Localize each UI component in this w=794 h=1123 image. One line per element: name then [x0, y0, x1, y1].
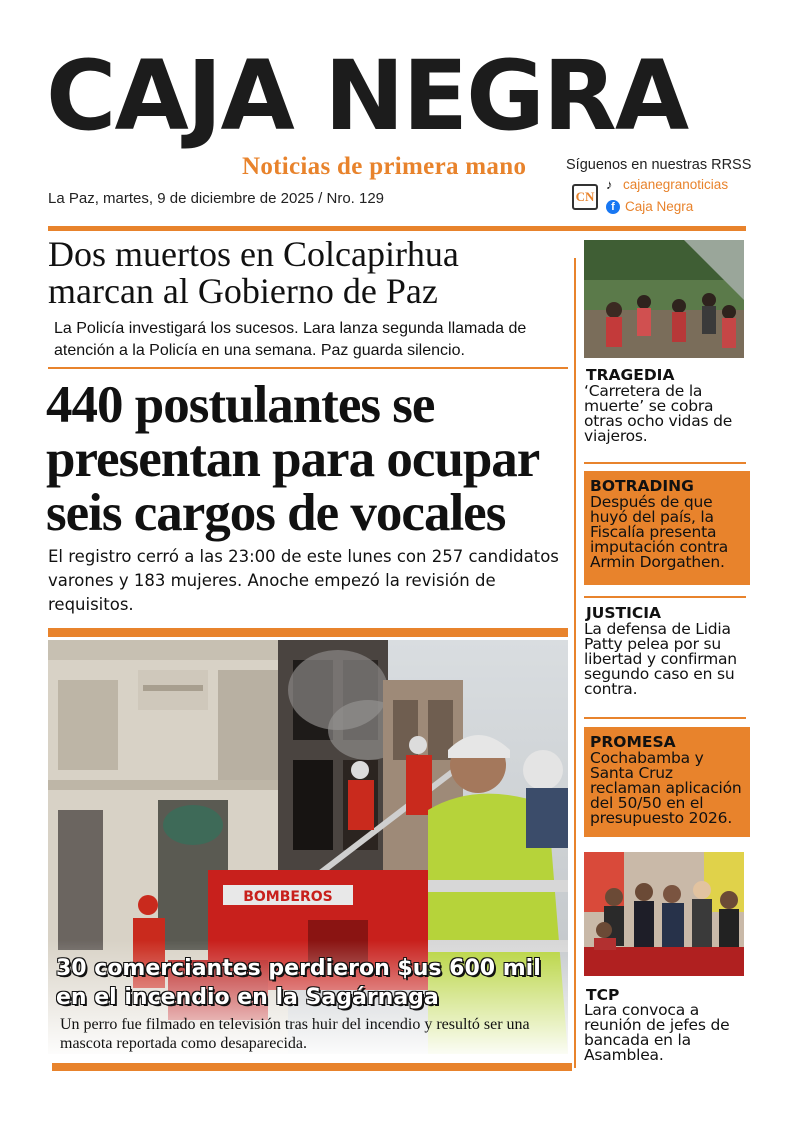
sidebar-divider	[584, 596, 746, 598]
tiktok-icon: ♪	[606, 176, 613, 192]
photo-top-bar	[48, 628, 568, 637]
social-title: Síguenos en nuestras RRSS	[566, 157, 752, 173]
column-divider	[574, 258, 576, 1068]
sidebar-box-botrading[interactable]	[584, 471, 750, 585]
tiktok-link[interactable]	[606, 177, 728, 192]
tragedia-photo[interactable]	[584, 240, 744, 358]
sidebar-text-tcp[interactable]: Lara convoca a reunión de jefes de bancada en la Asamblea.	[584, 1001, 730, 1064]
sidebar-text-botrading: Después de que huyó del país, la Fiscalía presenta imputación contra Armin Dorgathen.	[590, 493, 729, 571]
tcp-photo[interactable]	[584, 852, 744, 976]
sidebar-label-promesa: PROMESA	[590, 733, 676, 751]
facebook-link[interactable]	[606, 199, 693, 214]
facebook-icon: f	[606, 200, 620, 214]
dateline: La Paz, martes, 9 de diciembre de 2025 / Nro. 129	[48, 190, 385, 207]
facebook-handle: Caja Negra	[625, 199, 694, 214]
lead-story-headline[interactable]: 440 postulantes se presentan para ocupar seis cargos de vocales	[46, 376, 539, 542]
meeting-illustration	[584, 852, 744, 976]
lead-story-summary: El registro cerró a las 23:00 de este lunes con 257 candidatos varones y 183 mujeres. Anoche empezó la revisión de requisitos.	[48, 547, 559, 614]
social-block	[566, 157, 766, 214]
photo-story-summary: Un perro fue filmado en televisión tras huir del incendio y resultó ser una mascota reportada como desaparecida.	[60, 1016, 530, 1052]
road-rescue-illustration	[584, 240, 744, 358]
cn-logo: CN	[572, 184, 598, 210]
top-story-headline[interactable]: Dos muertos en Colcapirhua marcan al Gobierno de Paz	[48, 234, 459, 311]
sidebar-box-promesa[interactable]	[584, 727, 750, 837]
tiktok-handle: cajanegranoticias	[623, 177, 729, 192]
story-divider	[48, 367, 568, 369]
sidebar-label-tragedia: TRAGEDIA	[586, 366, 675, 384]
sidebar-text-justicia[interactable]: La defensa de Lidia Patty pelea por su libertad y confirman segundo caso en su contra.	[584, 620, 737, 698]
header-divider	[48, 226, 746, 231]
photo-story-headline[interactable]: 30 comerciantes perdieron $us 600 mil en el incendio en la Sagárnaga	[56, 956, 541, 1010]
truck-label: BOMBEROS	[243, 889, 333, 905]
sidebar-label-justicia: JUSTICIA	[586, 604, 661, 622]
masthead-title: CAJA NEGRA	[46, 40, 688, 152]
sidebar-label-botrading: BOTRADING	[590, 477, 694, 495]
photo-bottom-bar	[52, 1063, 572, 1071]
sidebar-label-tcp: TCP	[586, 986, 620, 1004]
sidebar-divider	[584, 462, 746, 464]
top-story-summary: La Policía investigará los sucesos. Lara lanza segunda llamada de atención a la Policía en una semana. Paz guarda silencio.	[54, 320, 527, 359]
sidebar-text-tragedia[interactable]: ‘Carretera de la muerte’ se cobra otras ocho vidas de viajeros.	[584, 382, 733, 445]
sidebar-divider	[584, 717, 746, 719]
sidebar-text-promesa: Cochabamba y Santa Cruz reclaman aplicación del 50/50 en el presupuesto 2026.	[590, 749, 742, 827]
tagline: Noticias de primera mano	[242, 153, 527, 180]
